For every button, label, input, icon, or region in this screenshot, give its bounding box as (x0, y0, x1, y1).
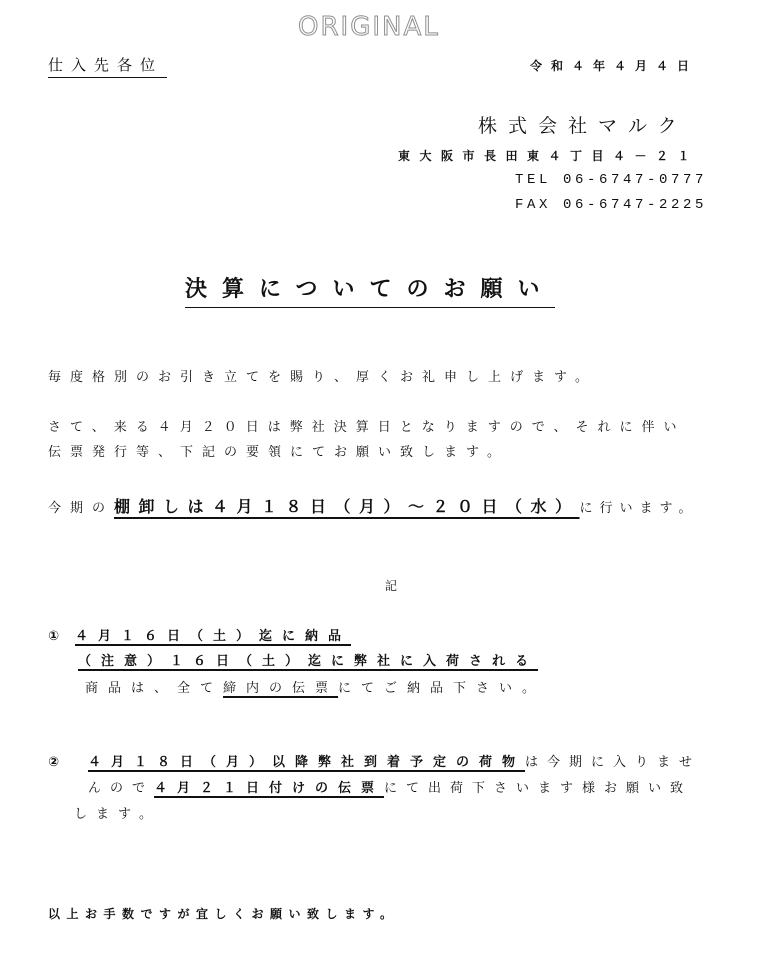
item-1-marker: ① (48, 629, 60, 644)
request-line-1: さて、来る４月２０日は弊社決算日となりますので、それに伴い (48, 420, 686, 435)
item-1-line-1-emphasis: ４月１６日（土）迄に納品 (75, 629, 352, 644)
item-1-line-3 (85, 680, 545, 698)
item-2-marker: ② (48, 755, 60, 770)
item-1-line-2 (78, 653, 538, 671)
company-name: 株式会社マルク (478, 115, 688, 137)
item-2-line-3: します。 (74, 807, 161, 822)
company-address: 東大阪市長田東４丁目４－２１ (398, 149, 700, 163)
inventory-after: に行います。 (579, 501, 699, 516)
item-2-line-2-before: んので (88, 781, 155, 796)
greeting-paragraph: 毎度格別のお引き立てを賜り、厚くお礼申し上げます。 (48, 370, 597, 385)
inventory-before: 今期の (48, 501, 115, 516)
letter-date: 令和４年４月４日 (530, 59, 699, 73)
item-2-line-2-after: にて出荷下さいます様お願い致 (384, 781, 693, 796)
item-1-line-3-underlined: 締内の伝票 (223, 681, 339, 696)
item-2-line-2-emphasis: ４月２１日付けの伝票 (154, 781, 385, 796)
item-1-line-3-after: にてご納品下さい。 (338, 681, 546, 696)
item-2-line-1 (88, 754, 701, 772)
item-1-line-3-before: 商品は、全て (85, 681, 224, 696)
inventory-notice (48, 496, 699, 520)
item-2-line-1-emphasis: ４月１８日（月）以降弊社到着予定の荷物 (88, 755, 526, 770)
item-2-line-2 (88, 780, 692, 798)
document-title: 決算についてのお願い (185, 276, 555, 308)
item-1-line-1 (75, 628, 351, 646)
request-line-2: 伝票発行等、下記の要領にてお願い致します。 (48, 445, 509, 460)
inventory-emphasis: 棚卸しは４月１８日（月）～２０日（水） (114, 497, 580, 516)
company-tel: TEL 06-6747-0777 (515, 172, 708, 188)
original-stamp: ORIGINAL (298, 12, 440, 42)
item-2-line-1-after: は今期に入りませ (525, 755, 702, 770)
ki-heading: 記 (385, 579, 398, 593)
item-1-line-2-emphasis: （注意）１６日（土）迄に弊社に入荷される (78, 654, 539, 669)
company-fax: FAX 06-6747-2225 (515, 197, 708, 213)
recipient: 仕入先各位 (48, 55, 167, 78)
closing-line: 以上お手数ですが宜しくお願い致します。 (48, 907, 399, 921)
